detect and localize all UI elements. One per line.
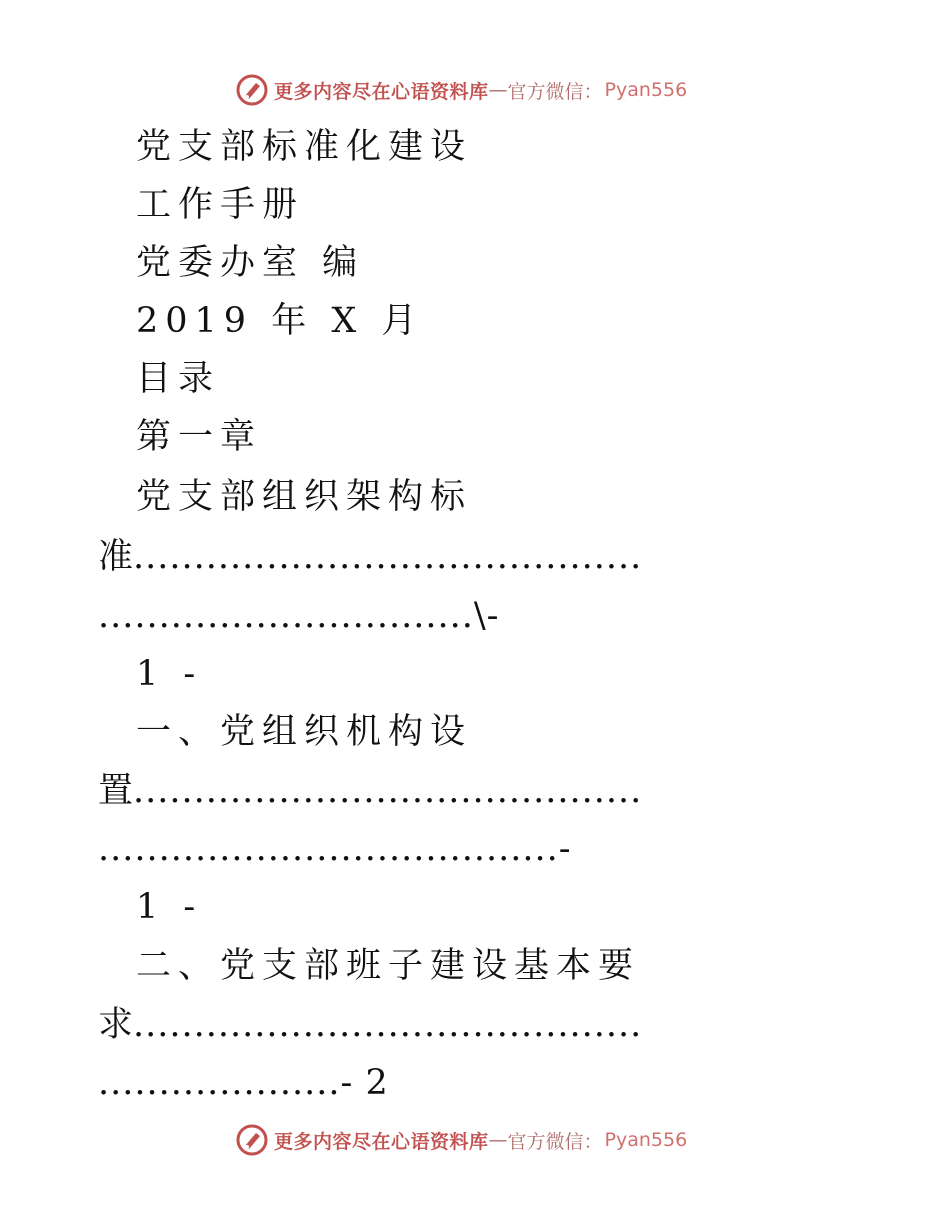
doc-date: 2019 年 X 月: [136, 301, 424, 341]
toc-entry-3-dots: ..........................................: [133, 1005, 643, 1045]
watermark-separator: —: [488, 79, 508, 101]
pen-logo-icon: [236, 1124, 268, 1156]
toc-heading: 目录: [136, 359, 221, 399]
toc-entry-2-page: 1 -: [136, 887, 203, 927]
watermark-text: 更多内容尽在心语资料库: [274, 1130, 489, 1153]
pen-logo-icon: [236, 74, 268, 106]
watermark-wechat-id: Pyan556: [604, 1129, 688, 1151]
watermark-wechat-id: Pyan556: [604, 79, 688, 101]
watermark-wechat-label: 官方微信：: [507, 1130, 603, 1153]
toc-entry-2-leader: [98, 771, 642, 811]
doc-editor: 党委办室 编: [136, 243, 365, 283]
toc-entry-1-title: 党支部组织架构标: [136, 477, 473, 517]
watermark-separator: —: [488, 1129, 508, 1151]
toc-entry-3-cont: 求: [98, 1005, 134, 1045]
doc-title-line2: 工作手册: [136, 185, 305, 225]
toc-entry-1-page: 1 -: [136, 654, 203, 694]
watermark-header: [236, 73, 687, 107]
toc-entry-3-leader: [98, 1005, 642, 1045]
watermark-text: 更多内容尽在心语资料库: [274, 80, 489, 103]
toc-entry-1-leader: [98, 537, 642, 577]
toc-entry-2-title: 一、党组织机构设: [136, 712, 473, 752]
toc-entry-1-dots-cont: ...............................\-: [98, 596, 500, 636]
toc-entry-2-cont: 置: [98, 771, 134, 811]
toc-entry-2-dots: ..........................................: [133, 771, 643, 811]
toc-entry-3-dots-cont: ....................- 2: [98, 1063, 389, 1103]
toc-entry-1-dots: ..........................................: [133, 537, 643, 577]
toc-entry-1-cont: 准: [98, 537, 134, 577]
watermark-wechat-label: 官方微信：: [507, 80, 603, 103]
watermark-footer: [236, 1123, 687, 1157]
doc-title-line1: 党支部标准化建设: [136, 127, 473, 167]
toc-chapter-1: 第一章: [136, 417, 263, 457]
toc-entry-2-dots-cont: ......................................-: [98, 829, 572, 869]
toc-entry-3-title: 二、党支部班子建设基本要: [136, 946, 641, 986]
